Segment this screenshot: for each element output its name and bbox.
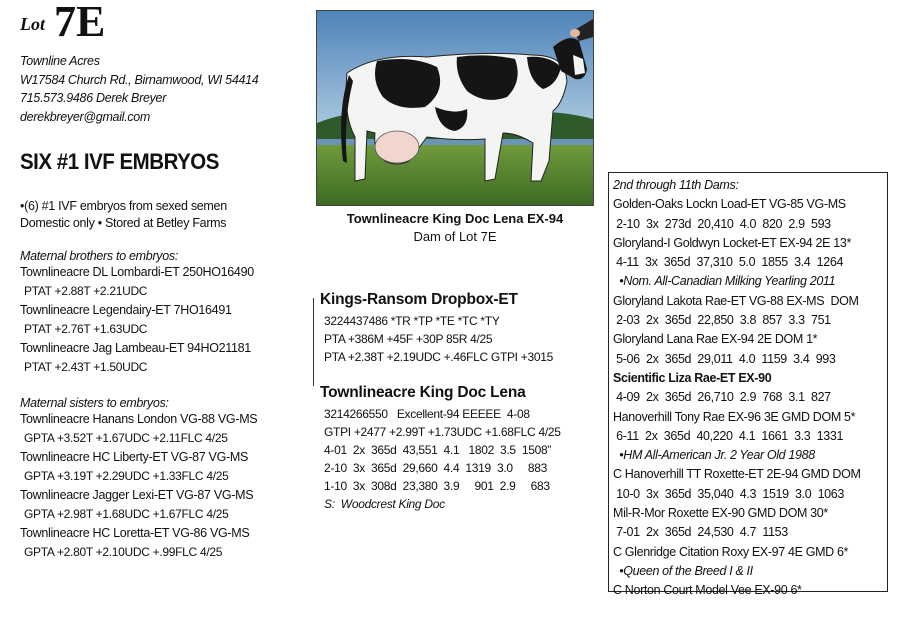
entry-detail: GPTA +2.98T +1.68UDC +1.67FLC 4/25 [24,507,229,521]
entry-name: Townlineacre Jag Lambeau-ET 94HO21181 [20,341,251,355]
entry-name: Townlineacre Legendairy-ET 7HO16491 [20,303,232,317]
list-item [20,301,254,339]
pedigree-row: 6-11 2x 365d 40,220 4.1 1661 3.3 1331 [613,428,844,443]
farm-name: Townline Acres [20,54,100,68]
pedigree-row: 2nd through 11th Dams: [613,178,739,192]
dam-line: 2-10 3x 365d 29,660 4.4 1319 3.0 883 [324,461,548,475]
pedigree-row: 2-03 2x 365d 22,850 3.8 857 3.3 751 [613,313,831,328]
entry-name: Townlineacre Jagger Lexi-ET VG-87 VG-MS [20,488,254,502]
pedigree-row: C Hanoverhill TT Roxette-ET 2E-94 GMD DOM [613,467,861,482]
pedigree-row: •Nom. All-Canadian Milking Yearling 2011 [613,274,836,289]
dam-line: GTPI +2477 +2.99T +1.73UDC +1.68FLC 4/25 [324,425,561,439]
list-item [20,524,257,562]
entry-name: Townlineacre DL Lombardi-ET 250HO16490 [20,265,254,279]
pedigree-row: Gloryland-I Goldwyn Locket-ET EX-94 2E 13* [613,235,851,250]
pedigree-row: Mil-R-Mor Roxette EX-90 GMD DOM 30* [613,506,828,521]
maternal-brothers-section [20,249,254,377]
maternal-sisters-section [20,396,257,562]
contact-block [20,52,258,126]
list-item [20,486,257,524]
pedigree-row: Hanoverhill Tony Rae EX-96 3E GMD DOM 5* [613,409,856,424]
farm-address: W17584 Church Rd., Birnamwood, WI 54414 [20,72,259,87]
list-item [20,339,254,377]
farm-email[interactable]: derekbreyer@gmail.com [20,109,151,124]
sire-name: Kings-Ransom Dropbox-ET [320,291,518,308]
cow-photo [316,10,594,206]
entry-detail: PTAT +2.76T +1.63UDC [24,322,148,336]
dam-name: Townlineacre King Doc Lena [320,384,526,401]
pedigree-row: 4-11 3x 365d 37,310 5.0 1855 3.4 1264 [613,255,844,270]
entry-name: Townlineacre Hanans London VG-88 VG-MS [20,412,258,426]
pedigree-row: Gloryland Lakota Rae-ET VG-88 EX-MS DOM [613,293,859,308]
pedigree-row: 5-06 2x 365d 29,011 4.0 1159 3.4 993 [613,351,836,366]
list-item [20,448,257,486]
caption-name: Townlineacre King Doc Lena EX-94 [346,211,564,226]
pedigree-row: 10-0 3x 365d 35,040 4.3 1519 3.0 1063 [613,486,844,501]
lot-label: Lot [20,14,45,34]
pedigree-row: Scientific Liza Rae-ET EX-90 [613,370,772,385]
sire-line: PTA +386M +45F +30P 85R 4/25 [324,332,493,346]
pedigree-row: 4-09 2x 365d 26,710 2.9 768 3.1 827 [613,390,831,405]
entry-detail: GPTA +3.19T +2.29UDC +1.33FLC 4/25 [24,469,229,483]
lot-number: 7E [54,0,106,46]
section-label: Maternal sisters to embryos: [20,396,169,410]
pedigree-row: C Glenridge Citation Roxy EX-97 4E GMD 6* [613,544,849,559]
pedigree-row: Golden-Oaks Lockn Load-ET VG-85 VG-MS [613,197,846,212]
sire-details [324,312,553,366]
dam-line: 1-10 3x 308d 23,380 3.9 901 2.9 683 [324,479,550,493]
section-label: Maternal brothers to embryos: [20,249,179,263]
entry-detail: GPTA +2.80T +2.10UDC +.99FLC 4/25 [24,545,223,559]
description-line: •(6) #1 IVF embryos from sexed semen [20,199,227,213]
page-title: SIX #1 IVF EMBRYOS [20,149,219,174]
dam-line: 3214266550 Excellent-94 EEEEE 4-08 [324,407,530,421]
list-item [20,263,254,301]
photo-caption [316,210,594,246]
pedigree-box [608,172,888,598]
dam-sire-line: S: Woodcrest King Doc [324,497,445,511]
pedigree-row: C Norton Court Model Vee EX-90 6* [613,583,802,598]
list-item [20,410,257,448]
pedigree-row: •HM All-American Jr. 2 Year Old 1988 [613,448,815,463]
pedigree-row: 7-01 2x 365d 24,530 4.7 1153 [613,525,788,540]
entry-name: Townlineacre HC Loretta-ET VG-86 VG-MS [20,526,250,540]
caption-subtitle: Dam of Lot 7E [413,229,497,244]
entry-name: Townlineacre HC Liberty-ET VG-87 VG-MS [20,450,249,464]
sire-line: PTA +2.38T +2.19UDC +.46FLC GTPI +3015 [324,350,553,364]
pedigree-row: Gloryland Lana Rae EX-94 2E DOM 1* [613,332,818,347]
entry-detail: GPTA +3.52T +1.67UDC +2.11FLC 4/25 [24,431,228,445]
cow-illustration [317,11,593,205]
dam-line: 4-01 2x 365d 43,551 4.1 1802 3.5 1508” [324,443,552,457]
description-line: Domestic only • Stored at Betley Farms [20,216,227,230]
dam-details [324,405,561,513]
divider [313,298,314,386]
pedigree-row: 2-10 3x 273d 20,410 4.0 820 2.9 593 [613,216,831,231]
entry-detail: PTAT +2.43T +1.50UDC [24,360,148,374]
farm-phone: 715.573.9486 Derek Breyer [20,91,167,105]
pedigree-row: •Queen of the Breed I & II [613,563,753,578]
sire-line: 3224437486 *TR *TP *TE *TC *TY [324,314,500,328]
entry-detail: PTAT +2.88T +2.21UDC [24,284,148,298]
embryo-description [20,198,227,232]
